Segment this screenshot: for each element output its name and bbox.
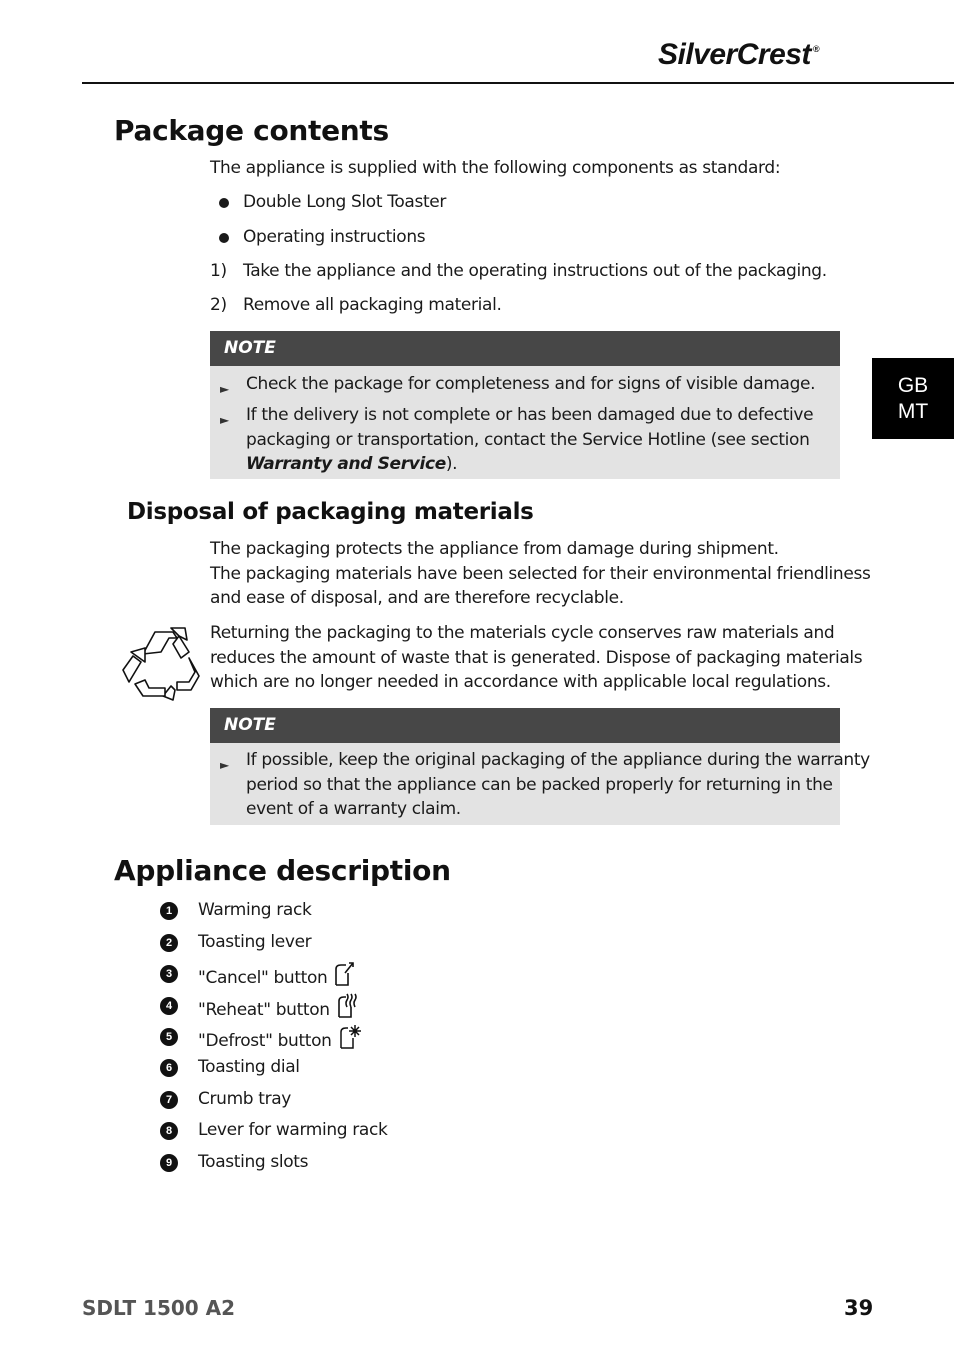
step-text: Remove all packaging material.: [243, 295, 502, 315]
cancel-toast-icon: [333, 961, 355, 987]
brand-logo: [658, 38, 819, 72]
arrow-bullet-icon: ►: [220, 758, 229, 772]
package-intro: The appliance is supplied with the following components as standard:: [210, 158, 781, 178]
part-label: "Reheat" button: [198, 1000, 330, 1020]
note-line: event of a warranty claim.: [246, 799, 461, 819]
language-code-mt: MT: [897, 399, 929, 423]
note-label: NOTE: [210, 708, 840, 743]
part-label: "Defrost" button: [198, 1031, 332, 1051]
note-line: If possible, keep the original packaging of the appliance during the warranty: [246, 750, 870, 770]
brand-name: SilverCrest: [658, 38, 811, 71]
note-line: packaging or transportation, contact the Service Hotline (see section: [246, 429, 810, 450]
step-number: 1): [210, 261, 227, 281]
paragraph-line: and ease of disposal, and are therefore recyclable.: [210, 588, 624, 608]
bullet-dot: [219, 233, 229, 243]
paragraph-line: which are no longer needed in accordance with applicable local regulations.: [210, 672, 831, 692]
arrow-bullet-icon: ►: [220, 413, 229, 427]
section-title-disposal: Disposal of packaging materials: [127, 499, 534, 525]
note-line: period so that the appliance can be packed properly for returning in the: [246, 774, 833, 795]
step-number: 2): [210, 295, 227, 315]
disposal-paragraph-1: [210, 537, 870, 611]
note-text: Check the package for completeness and for signs of visible damage.: [246, 374, 816, 394]
reheat-toast-icon: [336, 993, 358, 1019]
header-rule: [82, 82, 954, 84]
paragraph-line: Returning the packaging to the materials cycle conserves raw materials and: [210, 623, 835, 643]
note-line: [246, 452, 813, 477]
part-number-badge: 8: [160, 1122, 178, 1140]
note-text: [246, 403, 813, 477]
disposal-paragraph-2: [210, 621, 862, 695]
section-title-appliance-description: Appliance description: [114, 854, 451, 887]
part-number-badge: 4: [160, 997, 178, 1015]
paragraph-line: reduces the amount of waste that is generated. Dispose of packaging materials: [210, 647, 863, 668]
note-line-end: ).: [445, 454, 458, 474]
cross-reference: Warranty and Service: [246, 454, 446, 474]
part-label: Warming rack: [198, 900, 312, 920]
part-number-badge: 3: [160, 965, 178, 983]
language-code-gb: GB: [897, 373, 929, 397]
part-label: Toasting lever: [198, 932, 312, 952]
part-number-badge: 1: [160, 902, 178, 920]
step-text: Take the appliance and the operating instructions out of the packaging.: [243, 261, 827, 281]
note-label: NOTE: [210, 331, 840, 366]
note-box-package: [210, 331, 840, 479]
recycling-icon: [121, 624, 203, 702]
defrost-toast-icon: [338, 1024, 362, 1050]
registered-mark: ®: [812, 44, 820, 54]
part-label: "Cancel" button: [198, 968, 328, 988]
footer-model: SDLT 1500 A2: [82, 1296, 236, 1320]
bullet-item: Double Long Slot Toaster: [243, 192, 447, 212]
part-label: Crumb tray: [198, 1089, 292, 1109]
note-line: If the delivery is not complete or has been damaged due to defective: [246, 405, 814, 425]
paragraph-line: The packaging materials have been selected for their environmental friendliness: [210, 563, 871, 584]
part-row: [198, 961, 355, 991]
part-number-badge: 9: [160, 1154, 178, 1172]
section-title-package-contents: Package contents: [114, 114, 389, 147]
part-number-badge: 6: [160, 1059, 178, 1077]
note-text: [246, 748, 870, 822]
part-number-badge: 2: [160, 934, 178, 952]
bullet-dot: [219, 198, 229, 208]
paragraph-line: The packaging protects the appliance from damage during shipment.: [210, 539, 779, 559]
part-label: Toasting slots: [198, 1152, 309, 1172]
part-row: [198, 993, 358, 1023]
part-number-badge: 5: [160, 1028, 178, 1046]
part-number-badge: 7: [160, 1091, 178, 1109]
part-row: [198, 1024, 362, 1054]
bullet-item: Operating instructions: [243, 227, 426, 247]
note-box-disposal: [210, 708, 870, 825]
arrow-bullet-icon: ►: [220, 382, 229, 396]
part-label: Toasting dial: [198, 1057, 300, 1077]
part-label: Lever for warming rack: [198, 1120, 388, 1140]
page-number: 39: [844, 1296, 874, 1320]
language-tab: [872, 358, 954, 439]
